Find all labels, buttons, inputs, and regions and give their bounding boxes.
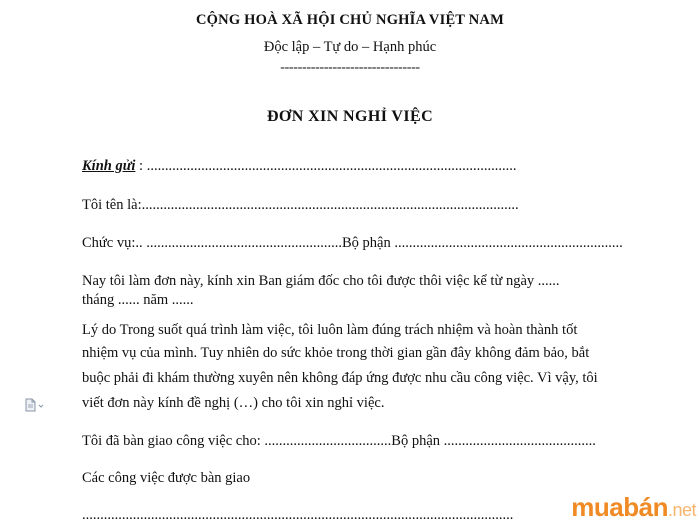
recipient-line (82, 158, 516, 175)
position-department-line: Chức vụ:.. ......................................................Bộ phận ............................................................... (82, 235, 623, 251)
name-line: Tôi tên là:........................................................................................................ (82, 197, 519, 213)
document-title: ĐƠN XIN NGHỈ VIỆC (266, 108, 434, 125)
tasks-label: Các công việc được bàn giao (82, 470, 251, 486)
document-icon[interactable] (24, 398, 46, 412)
watermark-brand: muabán (571, 492, 668, 522)
recipient-blank: : ...................................................................................................... (135, 158, 517, 174)
reason-line-3: buộc phải đi khám thường xuyên nên không đáp ứng được nhu cầu công việc. Vì vậy, tôi (82, 370, 598, 386)
watermark-tld: .net (667, 500, 696, 520)
reason-line-1: Lý do Trong suốt quá trình làm việc, tôi luôn làm đúng trách nhiệm và hoàn thành tốt (82, 322, 578, 338)
national-motto: Độc lập – Tự do – Hạnh phúc (263, 39, 437, 55)
request-line-1: Nay tôi làm đơn này, kính xin Ban giám đốc cho tôi được thôi việc kể từ ngày ...... (82, 273, 560, 289)
handover-line: Tôi đã bàn giao công việc cho: ...................................Bộ phận .......................................... (82, 433, 596, 449)
tasks-dotted-line: ....................................................................................................................... (82, 507, 514, 523)
reason-line-4: viết đơn này kính đề nghị (…) cho tôi xin nghỉ việc. (82, 395, 385, 411)
header-divider: -------------------------------- (280, 60, 420, 75)
reason-line-2: nhiệm vụ của mình. Tuy nhiên do sức khỏe trong thời gian gần đây không đảm bảo, bắt (82, 345, 590, 361)
national-header: CỘNG HOÀ XÃ HỘI CHỦ NGHĨA VIỆT NAM (196, 12, 504, 28)
muaban-watermark (571, 492, 696, 523)
recipient-label: Kính gửi (82, 158, 136, 174)
request-line-2: tháng ...... năm ...... (82, 292, 194, 308)
